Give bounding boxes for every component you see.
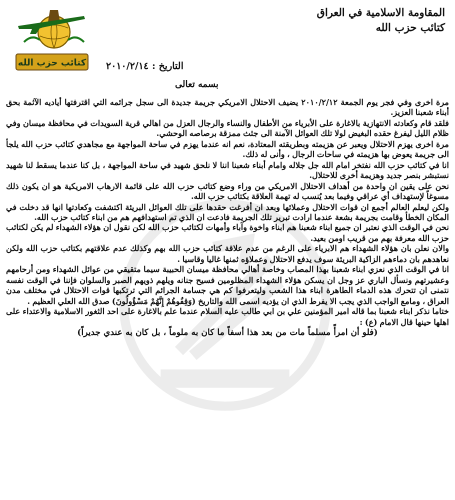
paragraph: انا في كتائب حزب الله نفتخر امام الله جل جلاله وامام أبناء شعبنا اننا لا نلحق شهيد في ساحة المواجهة ، بل كنا عندما يسقط لنا شهيد نستبشر بنصر جديد وهزيمة أخرى للاحتلال. [6, 159, 449, 181]
logo-banner-text: كتائب حزب الله [17, 58, 87, 69]
paragraph: مرة اخرى وفي فجر يوم الجمعة ٢٠١٠/٢/١٢ يضيف الاحتلال الامريكي جريمة جديدة الى سجل جرائمه التي اقترفتها أياديه الآثمة بحق أبناء شعبنا العزيز. [6, 97, 449, 118]
org-name: المقاومة الاسلامية في العراق [316, 7, 445, 19]
paragraph: مرة اخرى يهزم الاحتلال ويعبر عن هزيمته وبطريقته المعتادة، نعم انه عندما يهزم في ساحة المواجهة مع مجاهدي كتائب حزب الله يلجأ الى جريمة يعوض بها هزيمته في ساحات الرجال ، وأنى له ذلك. [6, 138, 449, 160]
basmala-heading: بسمه تعالى [175, 80, 219, 90]
statement-body [6, 97, 449, 498]
letterhead [6, 4, 449, 74]
paragraph: انا في الوقت الذي نعزي ابناء شعبنا بهذا المصاب وخاصة أهالي محافظة ميسان الحبيبة سيما متقيقي من عوائل الشهداء ومن أرحامهم وعشيرتهم ونسأل الباري عز وجل ان يسكن هؤلاء الشهداء المظلومين فسيح جنانه ويلهم ذويهم الصبر والسلوان فإننا في الوقت نفسه نتمنى ان تتحرك هذه الدماء الطاهرة ابناء هذا الشعب وليتعرفوا كم هي جسامة الجرائم التي ترتكبها قوات الاحتلال في مختلف مدن العراق ، ومامع الواجب الذي يجب الا يفرط الذي ان يؤديه اسمى الله والتاريخ (وَقِفُوهُمْ إِنَّهُمْ مَسْؤُولُونَ) صدق الله العلي العظيم . [6, 264, 449, 306]
paragraph: والان نعلن بان هؤلاء الشهداء هم الابرياء على الرغم من عدم علاقة كتائب حزب الله بهم وكذلك عدم علاقتهم بكتائب حزب الله ولكن نعاهدهم بان دماءهم الزاكية البريئة سوف يدفع الاحتلال وعملاؤه ثمنها غاليا وقاسيا . [6, 243, 449, 264]
paragraph: نحن في الوقت الذي نعتبر ان جميع ابناء شعبنا هم ابناء واخوة وآباء وأمهات لكتائب حزب الله لكن نقول ان هؤلاء الشهداء لم يكن لكتائب حزب الله معرفة بهم من قريب اومن بعيد. [6, 222, 449, 243]
date-line: التاريخ : ٢٠١٠/٢/١٤ [106, 61, 184, 72]
paragraph: ولكن ليعلم العالم أجمع ان قوات الاحتلال وعملائها وبعد ان أفرغت حقدها على تلك العوائل البريئة اكتشفت وكعادتها انها قد دخلت في المكان الخطأ وقامت بجريمة بشعة عندما ارادت تبرير تلك الجريمة فادعت ان الذي تم استهدافهم هم من ابناء كتائب حزب الله. [6, 201, 449, 222]
organization-logo [10, 4, 92, 76]
organization-lines [317, 6, 445, 36]
paragraph: نحن على يقين ان واحدة من أهداف الاحتلال الامريكي من وراء وضع كتائب حزب الله على قائمة الارهاب الامريكية هو ان يكون ذلك مسوغاً لإستهداف أي عراقي وفيما بعد يُنسب له تهمة العلاقة بكتائب حزب الله. [6, 180, 449, 202]
paragraph: فلقد قام وكعادته الانتهازية بالاغارة على الأبرياء من الأطفال والنساء والرجال العزل من اهالي قرية السويدات في محافظة ميسان وفي ظلام الليل ليفرغ حقده البغيض لولا تلك العوائل الآمنة الى جثث ممزقة برصاصه الوحشي. [6, 117, 449, 139]
org-subname: كتائب حزب الله [375, 22, 445, 34]
paragraph: ختاما نذكر ابناء شعبنا بما قاله امير المؤمنين علي بن ابي طالب عليه السلام عندما علم بالاغارة على احد الثغور الاسلامية والاعتداء على اهلها حينها قال الامام (ع) : [6, 306, 449, 327]
closing-quote: (فلو أن امرأً مسلماً مات من بعد هذا أسفاً ما كان به ملوماً ، بل كان به عندي جديراً) [77, 327, 378, 338]
